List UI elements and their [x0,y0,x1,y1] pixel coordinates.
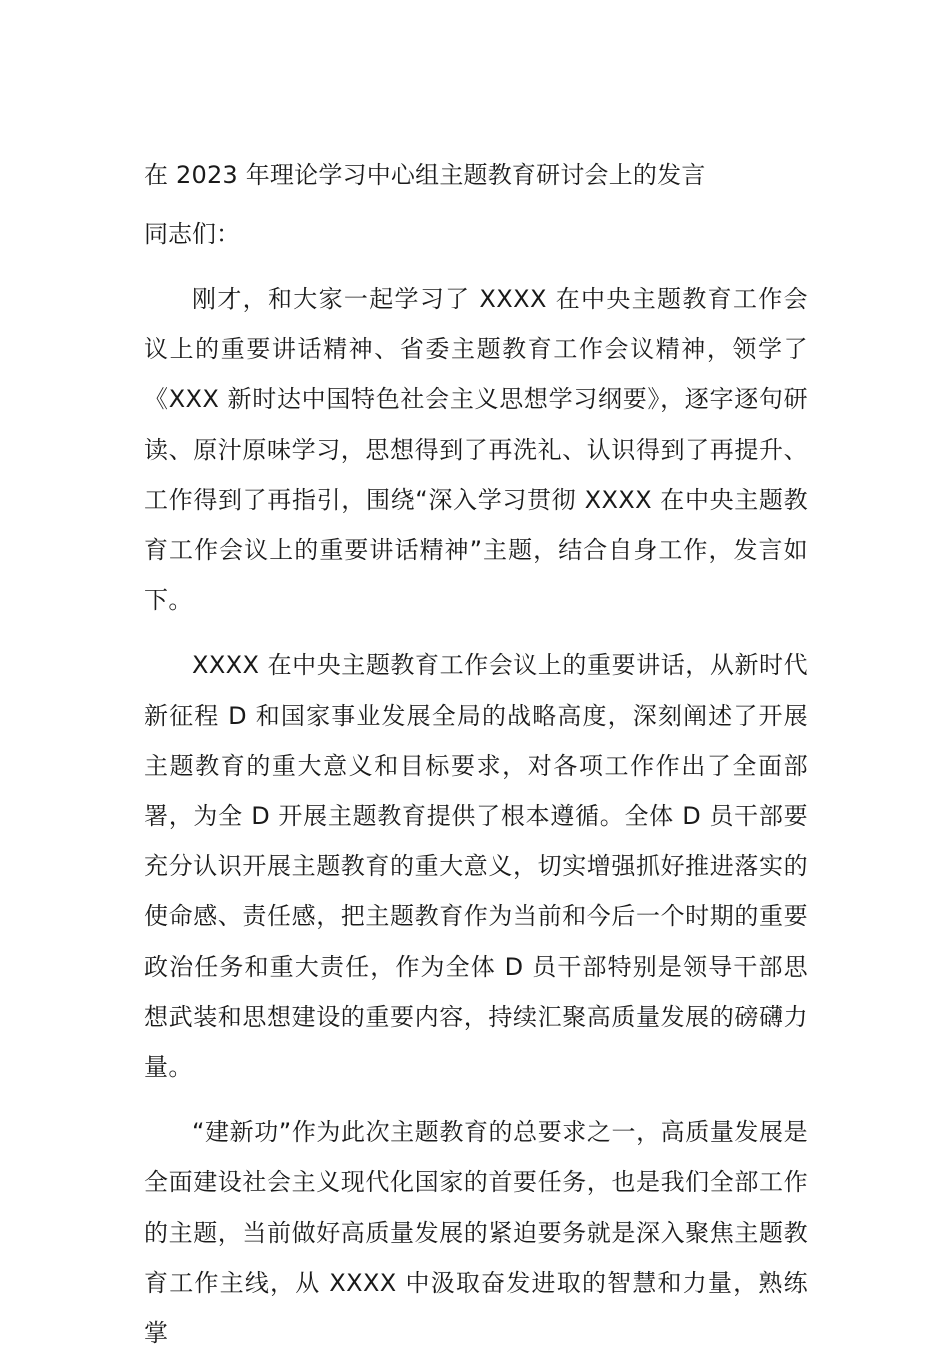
salutation: 同志们： [144,220,240,248]
paragraph-2: XXXX 在中央主题教育工作会议上的重要讲话，从新时代新征程 D 和国家事业发展全局的战略高度，深刻阐述了开展主题教育的重大意义和目标要求，对各项工作作出了全面部署，为全 D 开展主题教育提供了根本遵循。全体 D 员干部要充分认识开展主题教育的重大意义，切实增强抓好推进落实的使命感、责任感，把主题教育作为当前和今后一个时期的重要政治任务和重大责任，作为全体 D 员干部特别是领导干部思想武装和思想建设的重要内容，持续汇聚高质量发展的磅礴力量。 [144,651,808,1082]
paragraph-1: 刚才，和大家一起学习了 XXXX 在中央主题教育工作会议上的重要讲话精神、省委主题教育工作会议精神，领学了《XXX 新时达中国特色社会主义思想学习纲要》，逐字逐句研读、原汁原味学习，思想得到了再洗礼、认识得到了再提升、工作得到了再指引，围绕“深入学习贯彻 XXXX 在中央主题教育工作会议上的重要讲话精神”主题，结合自身工作，发言如下。 [144,285,808,615]
paragraph-3: “建新功”作为此次主题教育的总要求之一，高质量发展是全面建设社会主义现代化国家的首要任务，也是我们全部工作的主题，当前做好高质量发展的紧迫要务就是深入聚焦主题教育工作主线，从 XXXX 中汲取奋发进取的智慧和力量，熟练掌 [144,1118,808,1348]
document-body [144,150,808,1358]
document-title: 在 2023 年理论学习中心组主题教育研讨会上的发言 [144,161,706,189]
